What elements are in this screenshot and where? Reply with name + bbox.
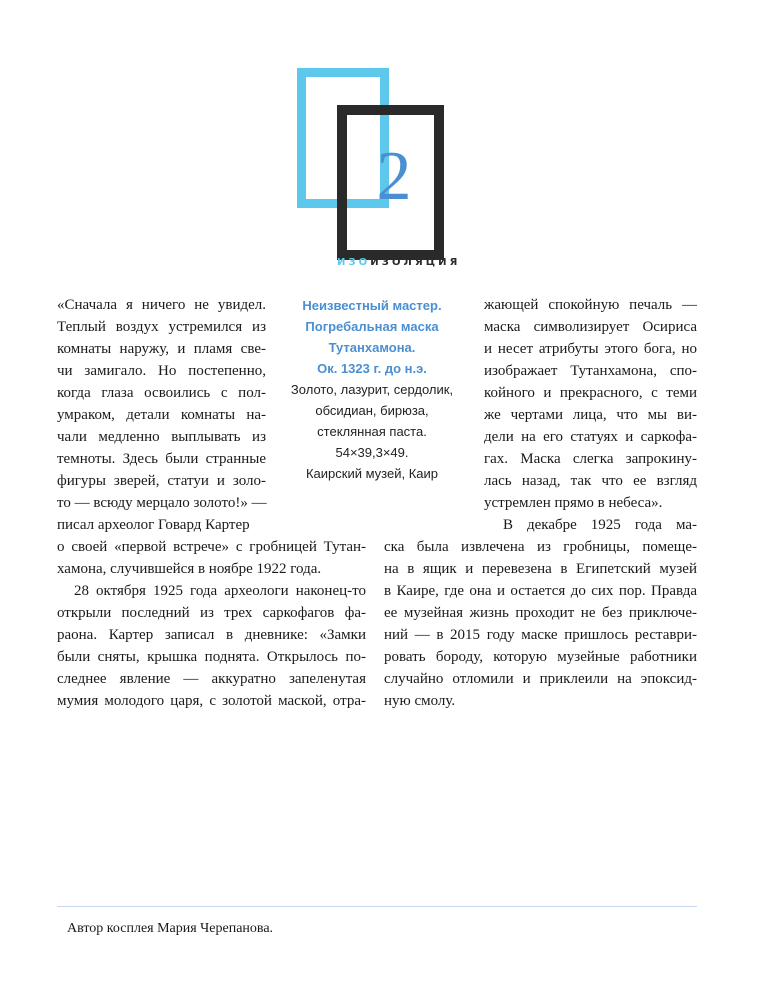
text-line: фигуры зверей, статуи и золо-: [57, 473, 266, 489]
text-line: хамона, случившейся в ноябре 1922 года.: [57, 561, 322, 577]
text-line: ее музейная жизнь проходит не без приключе-: [384, 605, 697, 621]
caption-materials: стеклянная паста.: [317, 424, 427, 439]
caption-title-line: Тутанхамона.: [328, 340, 416, 355]
logo-word-part2: ИЗОЛЯЦИЯ: [370, 257, 461, 268]
text-line: ровать бороду, которую музейные работники: [384, 649, 697, 665]
text-line: койного и прекрасного, с теми: [484, 385, 697, 401]
chapter-number: 2: [376, 138, 412, 215]
text-line: Теплый воздух устремился из: [57, 319, 266, 335]
text-line: то — всюду мерцало золото!» —: [57, 495, 267, 511]
text-line: В декабре 1925 года ма-: [503, 517, 697, 533]
text-line: раона. Картер записал в дневнике: «Замки: [57, 627, 366, 643]
text-line: устремлен прямо в небеса».: [484, 495, 663, 511]
caption-date: Ок. 1323 г. до н.э.: [317, 361, 427, 376]
text-line: лась назад, так что ее взгляд: [484, 473, 697, 489]
caption-title-line: Погребальная маска: [305, 319, 439, 334]
text-line: дели на его статуях и саркофа-: [484, 429, 697, 445]
logo-wordmark: [337, 257, 461, 269]
caption-materials: обсидиан, бирюза,: [315, 403, 429, 418]
text-line: «Сначала я ничего не увидел.: [57, 297, 266, 313]
text-line: случайно отломили и приклеили на эпоксид-: [384, 671, 697, 687]
text-line: ний — в 2015 году маске пришлось реставри-: [384, 627, 697, 643]
text-line: мумия молодого царя, с золотой маской, отра-: [57, 693, 366, 709]
caption-materials: Золото, лазурит, сердолик,: [290, 382, 454, 397]
caption-location: Каирский музей, Каир: [305, 466, 439, 481]
text-line: темноты. Здесь были странные: [57, 451, 266, 467]
text-line: изображает Тутанхамона, спо-: [484, 363, 697, 379]
text-line: были сняты, крышка поднята. Открылось по-: [57, 649, 366, 665]
text-line: чали медленно выплывать из: [57, 429, 266, 445]
text-line: и несет атрибуты этого бога, но: [484, 341, 697, 357]
text-line: ную смолу.: [384, 693, 456, 709]
text-line: маска символизирует Осириса: [484, 319, 697, 335]
text-line: на в ящик и перевезена в Египетский музей: [384, 561, 697, 577]
logo-word-part1: ИЗО: [337, 257, 371, 268]
text-line: умраком, детали комнаты на-: [57, 407, 266, 423]
text-line: жающей спокойную печаль —: [484, 297, 697, 313]
text-line: чи замигало. Но постепенно,: [57, 363, 266, 379]
footnote: Автор косплея Мария Черепанова.: [67, 921, 274, 936]
text-line: следнее явление — аккуратно запеленутая: [57, 671, 366, 687]
text-line: открыли последний из трех саркофагов фа-: [57, 605, 366, 621]
text-line: о своей «первой встрече» с гробницей Тутан-: [57, 539, 366, 555]
footnote-divider: [57, 906, 697, 907]
text-line: ска была извлечена из гробницы, помеще-: [384, 539, 697, 555]
text-line: в Каире, где она и остается до сих пор. Правда: [384, 583, 697, 599]
text-line: комнаты наружу, и пламя све-: [57, 341, 266, 357]
text-line: писал археолог Говард Картер: [57, 517, 250, 533]
caption-dimensions: 54×39,3×49.: [335, 445, 409, 460]
text-line: когда глаза освоились с пол-: [57, 385, 266, 401]
text-line: же чертами лица, что мы ви-: [484, 407, 697, 423]
text-line: гах. Маска слегка запрокину-: [484, 451, 697, 467]
text-line: 28 октября 1925 года археологи наконец-то: [74, 583, 366, 599]
chapter-logo: [297, 68, 461, 268]
caption-title-line: Неизвестный мастер.: [302, 298, 442, 313]
